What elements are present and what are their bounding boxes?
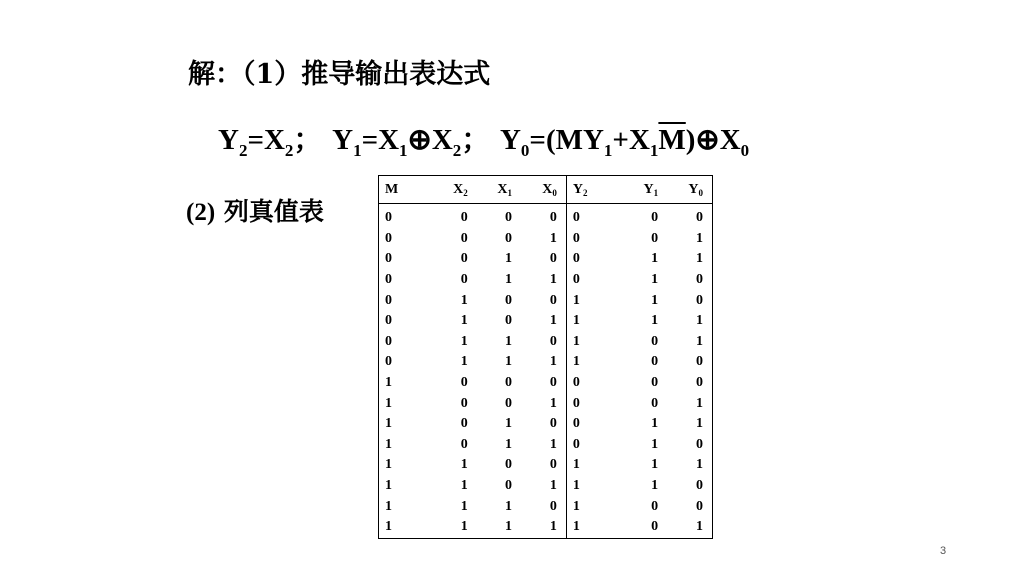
table-cell: 0 xyxy=(696,292,703,308)
table-cell: 0 xyxy=(505,457,513,473)
table-cell: 1 xyxy=(521,393,566,414)
table-cell: 1 xyxy=(696,416,703,432)
col-header: $X_2$ xyxy=(453,181,468,198)
table-cell: 0 xyxy=(572,436,580,452)
col-header: $Y_0$ xyxy=(688,181,703,198)
table-cell: 0 xyxy=(505,395,513,411)
table-cell: 0 xyxy=(521,496,566,517)
table-row xyxy=(379,455,713,476)
table-cell: 1 xyxy=(460,457,468,473)
table-cell: 0 xyxy=(572,416,580,432)
table-cell: 0 xyxy=(385,292,392,308)
table-cell: 0 xyxy=(696,375,703,391)
col-header: M xyxy=(385,181,399,197)
table-cell: 0 xyxy=(521,204,566,229)
table-cell: 0 xyxy=(521,455,566,476)
table-cell: 1 xyxy=(651,416,659,432)
table-cell: 0 xyxy=(696,478,703,494)
table-cell: 0 xyxy=(385,272,392,288)
table-cell: 0 xyxy=(460,395,468,411)
table-cell: 1 xyxy=(460,478,468,494)
table-cell: 0 xyxy=(651,354,659,370)
table-cell: 0 xyxy=(460,251,468,267)
table-cell: 0 xyxy=(651,519,659,535)
table-cell: 0 xyxy=(521,332,566,353)
table-cell: 1 xyxy=(651,457,659,473)
table-cell: 1 xyxy=(696,395,703,411)
table-cell: 1 xyxy=(460,292,468,308)
table-cell: 1 xyxy=(651,313,659,329)
table-cell: 1 xyxy=(572,457,580,473)
table-cell: 1 xyxy=(505,354,513,370)
table-row xyxy=(379,249,713,270)
truth-table-body xyxy=(379,204,713,539)
table-cell: 0 xyxy=(460,436,468,452)
table-cell: 1 xyxy=(521,270,566,291)
table-cell: 1 xyxy=(385,416,392,432)
table-cell: 1 xyxy=(572,478,580,494)
table-cell: 1 xyxy=(521,435,566,456)
table-cell: 1 xyxy=(696,313,703,329)
table-cell: 1 xyxy=(572,292,580,308)
table-row xyxy=(379,332,713,353)
table-row xyxy=(379,373,713,394)
table-cell: 1 xyxy=(460,313,468,329)
table-row xyxy=(379,496,713,517)
table-cell: 0 xyxy=(460,210,468,226)
table-cell: 0 xyxy=(572,272,580,288)
table-cell: 1 xyxy=(651,292,659,308)
output-expressions xyxy=(218,117,749,158)
table-cell: 1 xyxy=(505,498,513,514)
table-cell: 1 xyxy=(460,333,468,349)
truth-table xyxy=(378,175,713,539)
table-cell: 1 xyxy=(385,395,392,411)
table-cell: 0 xyxy=(505,292,513,308)
table-cell: 0 xyxy=(696,498,703,514)
table-cell: 1 xyxy=(696,230,703,246)
y1-expr: $Y_1=X_1\oplus X_2$； xyxy=(332,124,491,160)
table-cell: 1 xyxy=(505,251,513,267)
table-cell: 1 xyxy=(460,519,468,535)
table-cell: 1 xyxy=(505,416,513,432)
table-cell: 0 xyxy=(651,375,659,391)
page-number: 3 xyxy=(940,545,947,557)
table-cell: 1 xyxy=(385,519,392,535)
table-cell: 0 xyxy=(696,436,703,452)
table-cell: 0 xyxy=(651,230,659,246)
table-cell: 0 xyxy=(385,333,392,349)
m-bar: $\overline{M}$ xyxy=(658,124,686,156)
table-cell: 0 xyxy=(385,210,392,226)
table-cell: 0 xyxy=(572,251,580,267)
table-cell: 0 xyxy=(521,249,566,270)
table-cell: 0 xyxy=(505,478,513,494)
table-cell: 0 xyxy=(651,395,659,411)
table-cell: 0 xyxy=(385,251,392,267)
table-cell: 1 xyxy=(572,519,580,535)
table-row xyxy=(379,414,713,435)
table-row xyxy=(379,435,713,456)
table-cell: 1 xyxy=(696,251,703,267)
table-cell: 1 xyxy=(521,311,566,332)
table-cell: 0 xyxy=(460,272,468,288)
table-cell: 0 xyxy=(696,354,703,370)
truth-table-heading: (2) 列真值表 xyxy=(186,197,324,226)
table-cell: 1 xyxy=(521,229,566,250)
table-cell: 0 xyxy=(385,313,392,329)
table-row xyxy=(379,393,713,414)
table-cell: 1 xyxy=(521,517,566,538)
table-cell: 0 xyxy=(651,333,659,349)
table-cell: 0 xyxy=(696,272,703,288)
table-row xyxy=(379,352,713,373)
table-cell: 1 xyxy=(651,436,659,452)
table-cell: 0 xyxy=(572,230,580,246)
table-cell: 0 xyxy=(521,373,566,394)
table-cell: 0 xyxy=(385,230,392,246)
table-cell: 0 xyxy=(651,498,659,514)
table-cell: 0 xyxy=(572,210,580,226)
table-cell: 0 xyxy=(505,313,513,329)
table-cell: 1 xyxy=(651,272,659,288)
table-cell: 1 xyxy=(385,457,392,473)
y0-expr: $Y_0=(MY_1+X_1\overline{M})\oplus X_0$ xyxy=(499,124,750,160)
table-cell: 1 xyxy=(385,498,392,514)
table-cell: 1 xyxy=(505,519,513,535)
table-cell: 0 xyxy=(521,290,566,311)
table-cell: 0 xyxy=(505,375,513,391)
table-cell: 1 xyxy=(572,313,580,329)
table-cell: 0 xyxy=(460,416,468,432)
table-cell: 0 xyxy=(572,395,580,411)
table-cell: 1 xyxy=(696,333,703,349)
table-cell: 1 xyxy=(505,436,513,452)
table-cell: 0 xyxy=(521,414,566,435)
table-row xyxy=(379,270,713,291)
table-cell: 1 xyxy=(505,272,513,288)
table-cell: 1 xyxy=(460,354,468,370)
table-row xyxy=(379,290,713,311)
col-header: $X_0$ xyxy=(521,176,566,204)
table-cell: 0 xyxy=(460,375,468,391)
table-cell: 1 xyxy=(521,476,566,497)
table-cell: 0 xyxy=(696,210,703,226)
solution-heading: 解：（1）推导输出表达式 xyxy=(188,59,491,90)
table-cell: 1 xyxy=(521,352,566,373)
table-cell: 1 xyxy=(385,375,392,391)
table-cell: 1 xyxy=(460,498,468,514)
table-cell: 1 xyxy=(572,498,580,514)
table-cell: 0 xyxy=(385,354,392,370)
table-row xyxy=(379,476,713,497)
table-cell: 0 xyxy=(460,230,468,246)
table-row xyxy=(379,311,713,332)
table-row xyxy=(379,229,713,250)
table-cell: 0 xyxy=(505,210,513,226)
table-cell: 1 xyxy=(385,436,392,452)
table-cell: 0 xyxy=(505,230,513,246)
table-row xyxy=(379,204,713,229)
truth-table-header-row xyxy=(379,176,713,204)
table-cell: 0 xyxy=(651,210,659,226)
table-cell: 1 xyxy=(651,478,659,494)
col-header: $Y_2$ xyxy=(572,181,588,198)
y2-expr: $Y_2=X_2$； xyxy=(218,124,323,160)
table-row xyxy=(379,517,713,538)
col-header: $Y_1$ xyxy=(643,181,659,198)
col-header: $X_1$ xyxy=(497,181,513,198)
table-cell: 1 xyxy=(696,457,703,473)
table-cell: 1 xyxy=(651,251,659,267)
table-cell: 1 xyxy=(505,333,513,349)
table-cell: 1 xyxy=(572,354,580,370)
table-cell: 1 xyxy=(385,478,392,494)
table-cell: 1 xyxy=(696,519,703,535)
table-cell: 0 xyxy=(572,375,580,391)
table-cell: 1 xyxy=(572,333,580,349)
